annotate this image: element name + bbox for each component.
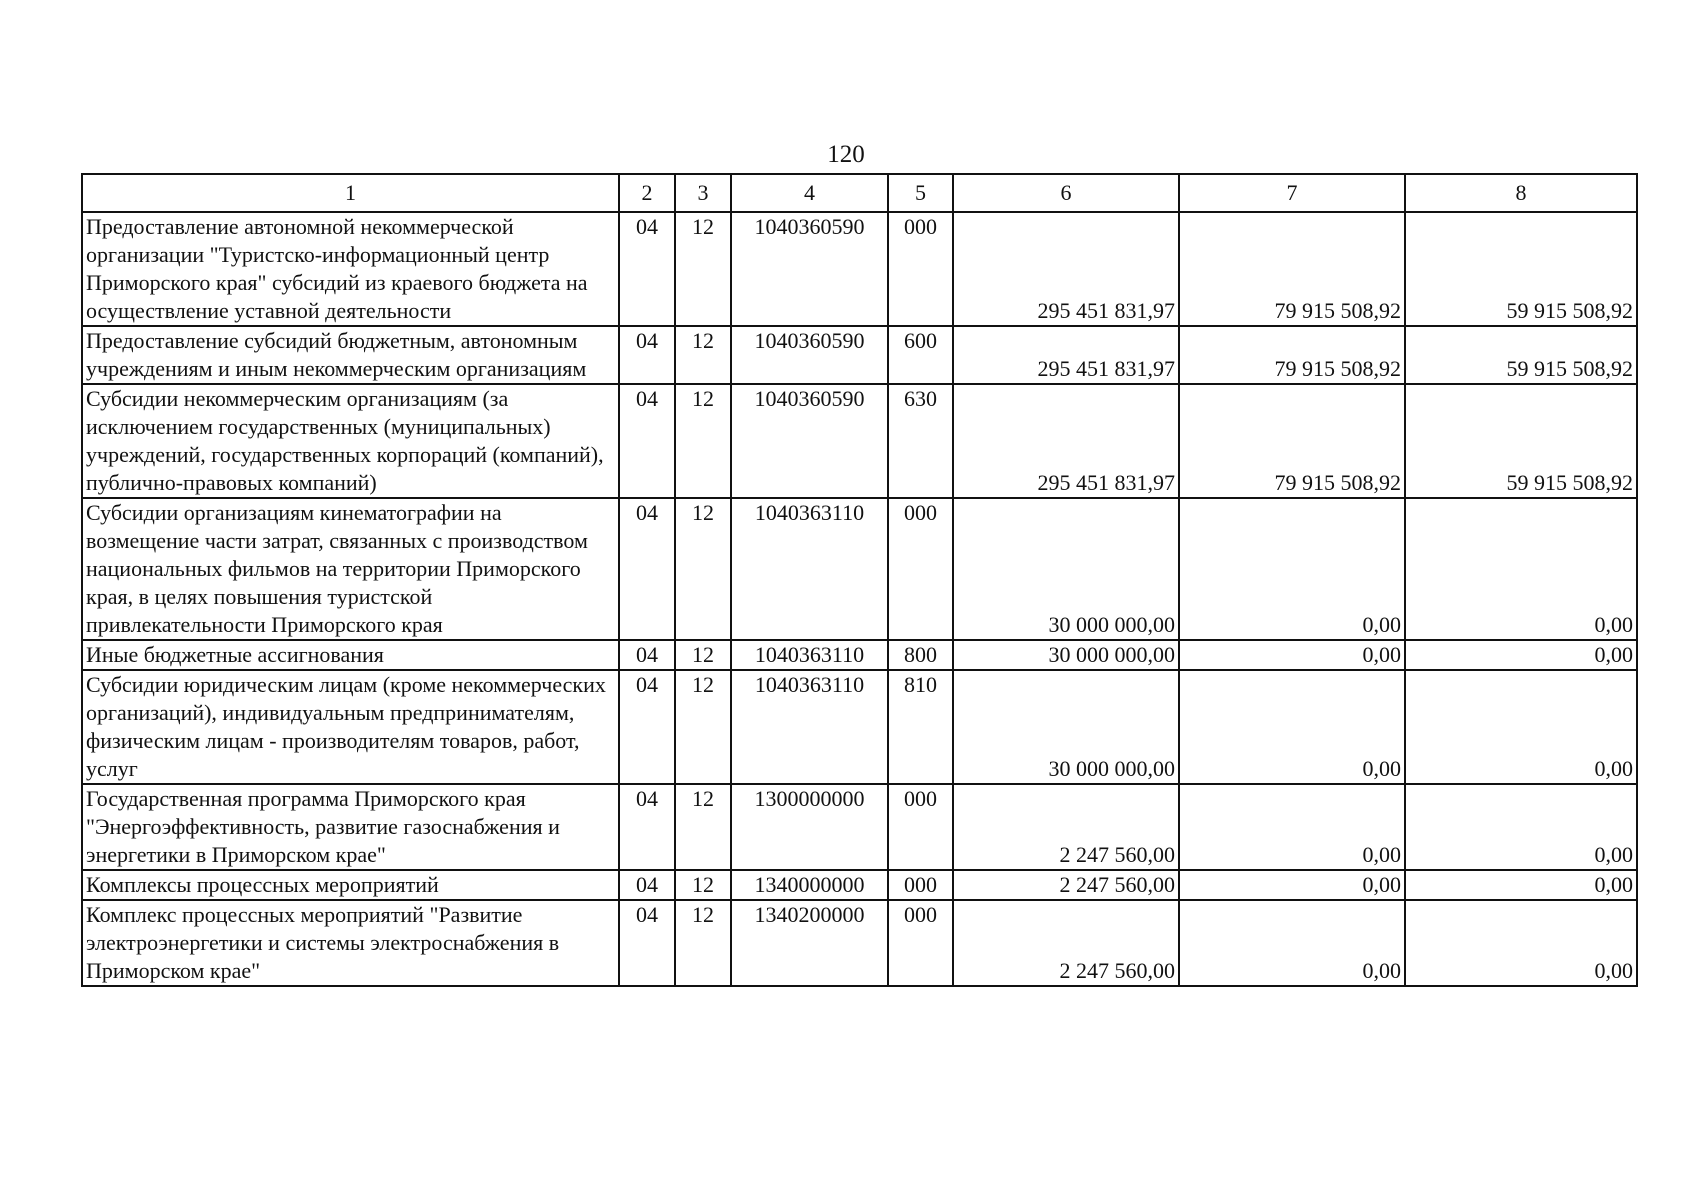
amount-col-7: 0,00 — [1179, 900, 1405, 986]
row-description: Субсидии организациям кинематографии на возмещение части затрат, связанных с производством национальных фильмов на территории Приморского края, в целях повышения туристской привлекательности Приморского края — [82, 498, 619, 640]
subsection-code: 12 — [675, 384, 731, 498]
amount-col-8: 0,00 — [1405, 640, 1637, 670]
amount-col-6: 2 247 560,00 — [953, 784, 1179, 870]
row-description: Комплексы процессных мероприятий — [82, 870, 619, 900]
row-description: Предоставление автономной некоммерческой организации "Туристско-информационный центр Приморского края" субсидий из краевого бюджета на осуществление уставной деятельности — [82, 212, 619, 326]
column-header-1: 1 — [82, 174, 619, 212]
table-row — [82, 212, 1637, 326]
amount-col-8: 0,00 — [1405, 870, 1637, 900]
target-article-code: 1040363110 — [731, 640, 888, 670]
target-article-code: 1040363110 — [731, 670, 888, 784]
section-code: 04 — [619, 900, 675, 986]
expense-type-code: 600 — [888, 326, 953, 384]
subsection-code: 12 — [675, 900, 731, 986]
page-number: 120 — [827, 141, 865, 168]
subsection-code: 12 — [675, 212, 731, 326]
subsection-code: 12 — [675, 326, 731, 384]
subsection-code: 12 — [675, 640, 731, 670]
section-code: 04 — [619, 326, 675, 384]
amount-col-6: 295 451 831,97 — [953, 326, 1179, 384]
column-header-3: 3 — [675, 174, 731, 212]
expense-type-code: 000 — [888, 870, 953, 900]
amount-col-6: 30 000 000,00 — [953, 670, 1179, 784]
target-article-code: 1040360590 — [731, 326, 888, 384]
amount-col-7: 0,00 — [1179, 670, 1405, 784]
section-code: 04 — [619, 670, 675, 784]
amount-col-6: 295 451 831,97 — [953, 384, 1179, 498]
expense-type-code: 000 — [888, 212, 953, 326]
target-article-code: 1300000000 — [731, 784, 888, 870]
amount-col-8: 0,00 — [1405, 498, 1637, 640]
amount-col-7: 0,00 — [1179, 498, 1405, 640]
amount-col-7: 79 915 508,92 — [1179, 326, 1405, 384]
target-article-code: 1040360590 — [731, 384, 888, 498]
column-header-7: 7 — [1179, 174, 1405, 212]
section-code: 04 — [619, 498, 675, 640]
amount-col-7: 79 915 508,92 — [1179, 212, 1405, 326]
row-description: Субсидии некоммерческим организациям (за исключением государственных (муниципальных) учреждений, государственных корпораций (компаний), публично-правовых компаний) — [82, 384, 619, 498]
expense-type-code: 630 — [888, 384, 953, 498]
target-article-code: 1040363110 — [731, 498, 888, 640]
amount-col-8: 59 915 508,92 — [1405, 212, 1637, 326]
budget-table — [81, 173, 1638, 987]
target-article-code: 1340000000 — [731, 870, 888, 900]
amount-col-6: 2 247 560,00 — [953, 870, 1179, 900]
table-row — [82, 870, 1637, 900]
section-code: 04 — [619, 640, 675, 670]
expense-type-code: 000 — [888, 900, 953, 986]
section-code: 04 — [619, 784, 675, 870]
table-row — [82, 384, 1637, 498]
expense-type-code: 800 — [888, 640, 953, 670]
amount-col-7: 0,00 — [1179, 784, 1405, 870]
row-description: Комплекс процессных мероприятий "Развитие электроэнергетики и системы электроснабжения в Приморском крае" — [82, 900, 619, 986]
amount-col-7: 0,00 — [1179, 640, 1405, 670]
header-row — [82, 174, 1637, 212]
subsection-code: 12 — [675, 784, 731, 870]
amount-col-8: 0,00 — [1405, 784, 1637, 870]
column-header-6: 6 — [953, 174, 1179, 212]
column-header-2: 2 — [619, 174, 675, 212]
table-row — [82, 670, 1637, 784]
row-description: Иные бюджетные ассигнования — [82, 640, 619, 670]
amount-col-6: 2 247 560,00 — [953, 900, 1179, 986]
table-row — [82, 640, 1637, 670]
column-header-4: 4 — [731, 174, 888, 212]
expense-type-code: 000 — [888, 784, 953, 870]
amount-col-8: 59 915 508,92 — [1405, 384, 1637, 498]
column-header-5: 5 — [888, 174, 953, 212]
amount-col-8: 0,00 — [1405, 900, 1637, 986]
row-description: Субсидии юридическим лицам (кроме некоммерческих организаций), индивидуальным предпринимателям, физическим лицам - производителям товаров, работ, услуг — [82, 670, 619, 784]
amount-col-6: 30 000 000,00 — [953, 498, 1179, 640]
subsection-code: 12 — [675, 870, 731, 900]
amount-col-6: 295 451 831,97 — [953, 212, 1179, 326]
amount-col-8: 59 915 508,92 — [1405, 326, 1637, 384]
expense-type-code: 000 — [888, 498, 953, 640]
amount-col-6: 30 000 000,00 — [953, 640, 1179, 670]
target-article-code: 1040360590 — [731, 212, 888, 326]
section-code: 04 — [619, 384, 675, 498]
column-header-8: 8 — [1405, 174, 1637, 212]
row-description: Государственная программа Приморского края "Энергоэффективность, развитие газоснабжения и энергетики в Приморском крае" — [82, 784, 619, 870]
subsection-code: 12 — [675, 498, 731, 640]
subsection-code: 12 — [675, 670, 731, 784]
table-row — [82, 498, 1637, 640]
table-row — [82, 784, 1637, 870]
row-description: Предоставление субсидий бюджетным, автономным учреждениям и иным некоммерческим организациям — [82, 326, 619, 384]
section-code: 04 — [619, 212, 675, 326]
section-code: 04 — [619, 870, 675, 900]
amount-col-7: 79 915 508,92 — [1179, 384, 1405, 498]
amount-col-8: 0,00 — [1405, 670, 1637, 784]
expense-type-code: 810 — [888, 670, 953, 784]
table-row — [82, 900, 1637, 986]
table-row — [82, 326, 1637, 384]
target-article-code: 1340200000 — [731, 900, 888, 986]
amount-col-7: 0,00 — [1179, 870, 1405, 900]
